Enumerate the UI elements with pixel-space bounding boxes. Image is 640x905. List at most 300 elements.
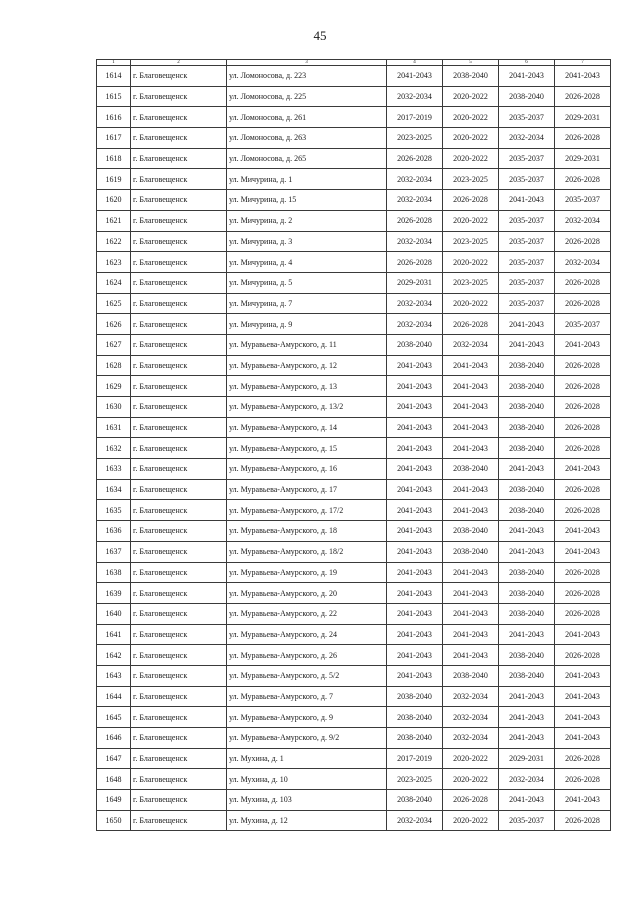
table-row <box>97 541 611 562</box>
table-row <box>97 769 611 790</box>
table-row <box>97 438 611 459</box>
period-cell: 2041-2043 <box>499 334 555 355</box>
period-cell: 2041-2043 <box>499 521 555 542</box>
period-cell: 2035-2037 <box>499 293 555 314</box>
period-cell: 2035-2037 <box>499 107 555 128</box>
period-cell: 2041-2043 <box>387 645 443 666</box>
period-cell: 2041-2043 <box>555 686 611 707</box>
address-cell: ул. Муравьева-Амурского, д. 26 <box>227 645 387 666</box>
period-cell: 2026-2028 <box>555 376 611 397</box>
period-cell: 2023-2025 <box>387 128 443 149</box>
table-row <box>97 210 611 231</box>
period-cell: 2035-2037 <box>499 231 555 252</box>
period-cell: 2041-2043 <box>555 541 611 562</box>
city-cell: г. Благовещенск <box>131 541 227 562</box>
period-cell: 2041-2043 <box>499 686 555 707</box>
row-number-cell: 1649 <box>97 790 131 811</box>
period-cell: 2041-2043 <box>555 728 611 749</box>
address-cell: ул. Мухина, д. 1 <box>227 748 387 769</box>
period-cell: 2041-2043 <box>499 707 555 728</box>
period-cell: 2041-2043 <box>555 665 611 686</box>
period-cell: 2041-2043 <box>387 479 443 500</box>
city-cell: г. Благовещенск <box>131 769 227 790</box>
period-cell: 2029-2031 <box>499 748 555 769</box>
row-number-cell: 1646 <box>97 728 131 749</box>
period-cell: 2041-2043 <box>443 397 499 418</box>
period-cell: 2038-2040 <box>387 728 443 749</box>
address-cell: ул. Ломоносова, д. 261 <box>227 107 387 128</box>
table-row <box>97 479 611 500</box>
period-cell: 2026-2028 <box>387 210 443 231</box>
row-number-cell: 1634 <box>97 479 131 500</box>
table-row <box>97 521 611 542</box>
period-cell: 2041-2043 <box>443 479 499 500</box>
page-number: 45 <box>313 28 327 43</box>
address-cell: ул. Мухина, д. 10 <box>227 769 387 790</box>
row-number-cell: 1636 <box>97 521 131 542</box>
period-cell: 2035-2037 <box>499 272 555 293</box>
period-cell: 2035-2037 <box>499 252 555 273</box>
row-number-cell: 1615 <box>97 86 131 107</box>
period-cell: 2041-2043 <box>443 376 499 397</box>
period-cell: 2041-2043 <box>555 521 611 542</box>
period-cell: 2032-2034 <box>499 769 555 790</box>
period-cell: 2032-2034 <box>443 334 499 355</box>
period-cell: 2026-2028 <box>555 603 611 624</box>
city-cell: г. Благовещенск <box>131 190 227 211</box>
row-number-cell: 1630 <box>97 397 131 418</box>
table-row <box>97 665 611 686</box>
period-cell: 2041-2043 <box>387 665 443 686</box>
period-cell: 2041-2043 <box>387 66 443 87</box>
table-row <box>97 272 611 293</box>
period-cell: 2026-2028 <box>555 562 611 583</box>
period-cell: 2038-2040 <box>443 665 499 686</box>
period-cell: 2041-2043 <box>387 562 443 583</box>
period-cell: 2041-2043 <box>443 603 499 624</box>
period-cell: 2032-2034 <box>387 190 443 211</box>
period-cell: 2032-2034 <box>443 728 499 749</box>
period-cell: 2032-2034 <box>387 86 443 107</box>
period-cell: 2035-2037 <box>499 169 555 190</box>
column-number-header: 4 <box>387 60 443 66</box>
table-row <box>97 748 611 769</box>
city-cell: г. Благовещенск <box>131 334 227 355</box>
period-cell: 2026-2028 <box>555 500 611 521</box>
period-cell: 2026-2028 <box>443 190 499 211</box>
city-cell: г. Благовещенск <box>131 562 227 583</box>
period-cell: 2026-2028 <box>555 231 611 252</box>
table-row <box>97 66 611 87</box>
period-cell: 2020-2022 <box>443 107 499 128</box>
period-cell: 2041-2043 <box>387 500 443 521</box>
row-number-cell: 1627 <box>97 334 131 355</box>
city-cell: г. Благовещенск <box>131 231 227 252</box>
period-cell: 2041-2043 <box>555 624 611 645</box>
period-cell: 2038-2040 <box>443 66 499 87</box>
city-cell: г. Благовещенск <box>131 790 227 811</box>
period-cell: 2041-2043 <box>387 541 443 562</box>
period-cell: 2041-2043 <box>555 459 611 480</box>
table-row <box>97 500 611 521</box>
address-cell: ул. Мичурина, д. 4 <box>227 252 387 273</box>
address-cell: ул. Муравьева-Амурского, д. 20 <box>227 583 387 604</box>
period-cell: 2026-2028 <box>555 769 611 790</box>
period-cell: 2041-2043 <box>387 417 443 438</box>
address-cell: ул. Муравьева-Амурского, д. 15 <box>227 438 387 459</box>
period-cell: 2017-2019 <box>387 107 443 128</box>
period-cell: 2038-2040 <box>499 583 555 604</box>
period-cell: 2032-2034 <box>387 231 443 252</box>
period-cell: 2032-2034 <box>443 707 499 728</box>
period-cell: 2032-2034 <box>555 252 611 273</box>
period-cell: 2038-2040 <box>499 355 555 376</box>
period-cell: 2032-2034 <box>443 686 499 707</box>
row-number-cell: 1624 <box>97 272 131 293</box>
table-row <box>97 397 611 418</box>
city-cell: г. Благовещенск <box>131 128 227 149</box>
row-number-cell: 1621 <box>97 210 131 231</box>
period-cell: 2041-2043 <box>555 66 611 87</box>
address-cell: ул. Мичурина, д. 5 <box>227 272 387 293</box>
period-cell: 2029-2031 <box>555 148 611 169</box>
period-cell: 2026-2028 <box>555 417 611 438</box>
row-number-cell: 1622 <box>97 231 131 252</box>
period-cell: 2026-2028 <box>555 272 611 293</box>
city-cell: г. Благовещенск <box>131 645 227 666</box>
table-row <box>97 562 611 583</box>
city-cell: г. Благовещенск <box>131 603 227 624</box>
row-number-cell: 1650 <box>97 810 131 831</box>
row-number-cell: 1647 <box>97 748 131 769</box>
period-cell: 2041-2043 <box>443 438 499 459</box>
address-cell: ул. Мичурина, д. 2 <box>227 210 387 231</box>
address-cell: ул. Муравьева-Амурского, д. 5/2 <box>227 665 387 686</box>
period-cell: 2023-2025 <box>443 169 499 190</box>
row-number-cell: 1644 <box>97 686 131 707</box>
row-number-cell: 1620 <box>97 190 131 211</box>
housing-registry-table <box>96 59 611 831</box>
table-row <box>97 417 611 438</box>
address-cell: ул. Мичурина, д. 1 <box>227 169 387 190</box>
city-cell: г. Благовещенск <box>131 665 227 686</box>
period-cell: 2041-2043 <box>499 541 555 562</box>
city-cell: г. Благовещенск <box>131 438 227 459</box>
period-cell: 2035-2037 <box>499 148 555 169</box>
period-cell: 2032-2034 <box>555 210 611 231</box>
address-cell: ул. Муравьева-Амурского, д. 13 <box>227 376 387 397</box>
city-cell: г. Благовещенск <box>131 479 227 500</box>
row-number-cell: 1639 <box>97 583 131 604</box>
period-cell: 2038-2040 <box>499 417 555 438</box>
period-cell: 2026-2028 <box>555 169 611 190</box>
row-number-cell: 1625 <box>97 293 131 314</box>
table-row <box>97 707 611 728</box>
city-cell: г. Благовещенск <box>131 417 227 438</box>
row-number-cell: 1616 <box>97 107 131 128</box>
row-number-cell: 1637 <box>97 541 131 562</box>
period-cell: 2041-2043 <box>387 376 443 397</box>
address-cell: ул. Муравьева-Амурского, д. 17/2 <box>227 500 387 521</box>
address-cell: ул. Муравьева-Амурского, д. 14 <box>227 417 387 438</box>
city-cell: г. Благовещенск <box>131 748 227 769</box>
column-number-header: 5 <box>443 60 499 66</box>
city-cell: г. Благовещенск <box>131 252 227 273</box>
period-cell: 2038-2040 <box>443 541 499 562</box>
city-cell: г. Благовещенск <box>131 521 227 542</box>
period-cell: 2038-2040 <box>499 376 555 397</box>
row-number-cell: 1635 <box>97 500 131 521</box>
city-cell: г. Благовещенск <box>131 107 227 128</box>
period-cell: 2026-2028 <box>443 314 499 335</box>
period-cell: 2041-2043 <box>443 583 499 604</box>
period-cell: 2017-2019 <box>387 748 443 769</box>
period-cell: 2032-2034 <box>387 810 443 831</box>
period-cell: 2038-2040 <box>499 86 555 107</box>
city-cell: г. Благовещенск <box>131 86 227 107</box>
city-cell: г. Благовещенск <box>131 707 227 728</box>
address-cell: ул. Муравьева-Амурского, д. 9/2 <box>227 728 387 749</box>
period-cell: 2038-2040 <box>499 479 555 500</box>
period-cell: 2038-2040 <box>499 562 555 583</box>
period-cell: 2026-2028 <box>555 645 611 666</box>
period-cell: 2041-2043 <box>499 459 555 480</box>
period-cell: 2041-2043 <box>387 624 443 645</box>
period-cell: 2038-2040 <box>443 521 499 542</box>
period-cell: 2041-2043 <box>555 334 611 355</box>
row-number-cell: 1643 <box>97 665 131 686</box>
period-cell: 2023-2025 <box>443 231 499 252</box>
period-cell: 2038-2040 <box>387 334 443 355</box>
period-cell: 2041-2043 <box>499 314 555 335</box>
address-cell: ул. Мухина, д. 12 <box>227 810 387 831</box>
address-cell: ул. Муравьева-Амурского, д. 19 <box>227 562 387 583</box>
table-row <box>97 645 611 666</box>
city-cell: г. Благовещенск <box>131 293 227 314</box>
period-cell: 2041-2043 <box>499 790 555 811</box>
table-row <box>97 314 611 335</box>
address-cell: ул. Мичурина, д. 15 <box>227 190 387 211</box>
period-cell: 2041-2043 <box>499 190 555 211</box>
period-cell: 2026-2028 <box>555 128 611 149</box>
row-number-cell: 1640 <box>97 603 131 624</box>
period-cell: 2035-2037 <box>555 314 611 335</box>
period-cell: 2038-2040 <box>499 438 555 459</box>
address-cell: ул. Муравьева-Амурского, д. 16 <box>227 459 387 480</box>
period-cell: 2038-2040 <box>499 500 555 521</box>
period-cell: 2026-2028 <box>555 748 611 769</box>
table-row <box>97 790 611 811</box>
address-cell: ул. Муравьева-Амурского, д. 24 <box>227 624 387 645</box>
period-cell: 2026-2028 <box>555 355 611 376</box>
period-cell: 2035-2037 <box>499 210 555 231</box>
period-cell: 2020-2022 <box>443 293 499 314</box>
period-cell: 2035-2037 <box>499 810 555 831</box>
period-cell: 2041-2043 <box>387 603 443 624</box>
row-number-cell: 1638 <box>97 562 131 583</box>
table-row <box>97 86 611 107</box>
row-number-cell: 1641 <box>97 624 131 645</box>
period-cell: 2041-2043 <box>499 624 555 645</box>
period-cell: 2020-2022 <box>443 148 499 169</box>
city-cell: г. Благовещенск <box>131 148 227 169</box>
city-cell: г. Благовещенск <box>131 355 227 376</box>
period-cell: 2026-2028 <box>555 397 611 418</box>
period-cell: 2032-2034 <box>387 314 443 335</box>
period-cell: 2029-2031 <box>555 107 611 128</box>
period-cell: 2038-2040 <box>387 790 443 811</box>
period-cell: 2020-2022 <box>443 252 499 273</box>
city-cell: г. Благовещенск <box>131 810 227 831</box>
period-cell: 2041-2043 <box>555 790 611 811</box>
address-cell: ул. Мичурина, д. 7 <box>227 293 387 314</box>
table-row <box>97 624 611 645</box>
city-cell: г. Благовещенск <box>131 272 227 293</box>
row-number-cell: 1618 <box>97 148 131 169</box>
column-number-header: 7 <box>555 60 611 66</box>
table-row <box>97 128 611 149</box>
period-cell: 2020-2022 <box>443 810 499 831</box>
city-cell: г. Благовещенск <box>131 686 227 707</box>
period-cell: 2038-2040 <box>443 459 499 480</box>
period-cell: 2041-2043 <box>443 562 499 583</box>
period-cell: 2038-2040 <box>499 603 555 624</box>
period-cell: 2026-2028 <box>555 438 611 459</box>
city-cell: г. Благовещенск <box>131 624 227 645</box>
address-cell: ул. Муравьева-Амурского, д. 18/2 <box>227 541 387 562</box>
period-cell: 2020-2022 <box>443 128 499 149</box>
city-cell: г. Благовещенск <box>131 397 227 418</box>
period-cell: 2032-2034 <box>387 169 443 190</box>
period-cell: 2035-2037 <box>555 190 611 211</box>
address-cell: ул. Ломоносова, д. 225 <box>227 86 387 107</box>
period-cell: 2026-2028 <box>443 790 499 811</box>
period-cell: 2041-2043 <box>387 521 443 542</box>
period-cell: 2041-2043 <box>499 728 555 749</box>
address-cell: ул. Мичурина, д. 9 <box>227 314 387 335</box>
row-number-cell: 1614 <box>97 66 131 87</box>
period-cell: 2041-2043 <box>443 500 499 521</box>
address-cell: ул. Ломоносова, д. 265 <box>227 148 387 169</box>
period-cell: 2020-2022 <box>443 769 499 790</box>
address-cell: ул. Мухина, д. 103 <box>227 790 387 811</box>
table-row <box>97 293 611 314</box>
address-cell: ул. Муравьева-Амурского, д. 22 <box>227 603 387 624</box>
row-number-cell: 1642 <box>97 645 131 666</box>
table-row <box>97 355 611 376</box>
city-cell: г. Благовещенск <box>131 500 227 521</box>
city-cell: г. Благовещенск <box>131 66 227 87</box>
period-cell: 2038-2040 <box>499 665 555 686</box>
period-cell: 2032-2034 <box>499 128 555 149</box>
period-cell: 2026-2028 <box>387 252 443 273</box>
city-cell: г. Благовещенск <box>131 169 227 190</box>
period-cell: 2038-2040 <box>387 686 443 707</box>
table-row <box>97 148 611 169</box>
period-cell: 2041-2043 <box>443 417 499 438</box>
address-cell: ул. Муравьева-Амурского, д. 12 <box>227 355 387 376</box>
period-cell: 2038-2040 <box>387 707 443 728</box>
table-row <box>97 376 611 397</box>
period-cell: 2041-2043 <box>387 438 443 459</box>
period-cell: 2038-2040 <box>499 645 555 666</box>
row-number-cell: 1617 <box>97 128 131 149</box>
address-cell: ул. Муравьева-Амурского, д. 9 <box>227 707 387 728</box>
period-cell: 2041-2043 <box>555 707 611 728</box>
period-cell: 2041-2043 <box>387 355 443 376</box>
column-number-header: 6 <box>499 60 555 66</box>
address-cell: ул. Ломоносова, д. 263 <box>227 128 387 149</box>
table-row <box>97 583 611 604</box>
city-cell: г. Благовещенск <box>131 583 227 604</box>
period-cell: 2041-2043 <box>387 459 443 480</box>
period-cell: 2032-2034 <box>387 293 443 314</box>
period-cell: 2026-2028 <box>555 583 611 604</box>
row-number-cell: 1619 <box>97 169 131 190</box>
city-cell: г. Благовещенск <box>131 314 227 335</box>
period-cell: 2041-2043 <box>387 583 443 604</box>
table-row <box>97 231 611 252</box>
period-cell: 2041-2043 <box>443 645 499 666</box>
table-row <box>97 459 611 480</box>
row-number-cell: 1632 <box>97 438 131 459</box>
row-number-cell: 1633 <box>97 459 131 480</box>
row-number-cell: 1645 <box>97 707 131 728</box>
address-cell: ул. Ломоносова, д. 223 <box>227 66 387 87</box>
table-row <box>97 603 611 624</box>
address-cell: ул. Мичурина, д. 3 <box>227 231 387 252</box>
table-row <box>97 190 611 211</box>
address-cell: ул. Муравьева-Амурского, д. 18 <box>227 521 387 542</box>
column-number-header: 3 <box>227 60 387 66</box>
period-cell: 2029-2031 <box>387 272 443 293</box>
period-cell: 2020-2022 <box>443 210 499 231</box>
address-cell: ул. Муравьева-Амурского, д. 13/2 <box>227 397 387 418</box>
period-cell: 2038-2040 <box>499 397 555 418</box>
address-cell: ул. Муравьева-Амурского, д. 11 <box>227 334 387 355</box>
address-cell: ул. Муравьева-Амурского, д. 7 <box>227 686 387 707</box>
table-row <box>97 169 611 190</box>
table-row <box>97 810 611 831</box>
period-cell: 2041-2043 <box>443 624 499 645</box>
address-cell: ул. Муравьева-Амурского, д. 17 <box>227 479 387 500</box>
row-number-cell: 1626 <box>97 314 131 335</box>
row-number-cell: 1648 <box>97 769 131 790</box>
period-cell: 2026-2028 <box>555 810 611 831</box>
period-cell: 2020-2022 <box>443 748 499 769</box>
period-cell: 2026-2028 <box>555 86 611 107</box>
period-cell: 2026-2028 <box>387 148 443 169</box>
period-cell: 2023-2025 <box>443 272 499 293</box>
city-cell: г. Благовещенск <box>131 376 227 397</box>
row-number-cell: 1623 <box>97 252 131 273</box>
period-cell: 2041-2043 <box>387 397 443 418</box>
period-cell: 2041-2043 <box>443 355 499 376</box>
city-cell: г. Благовещенск <box>131 728 227 749</box>
period-cell: 2041-2043 <box>499 66 555 87</box>
city-cell: г. Благовещенск <box>131 459 227 480</box>
period-cell: 2026-2028 <box>555 293 611 314</box>
period-cell: 2020-2022 <box>443 86 499 107</box>
table-row <box>97 107 611 128</box>
period-cell: 2023-2025 <box>387 769 443 790</box>
table-row <box>97 334 611 355</box>
row-number-cell: 1629 <box>97 376 131 397</box>
row-number-cell: 1631 <box>97 417 131 438</box>
column-number-header: 1 <box>97 60 131 66</box>
table-row <box>97 252 611 273</box>
period-cell: 2026-2028 <box>555 479 611 500</box>
